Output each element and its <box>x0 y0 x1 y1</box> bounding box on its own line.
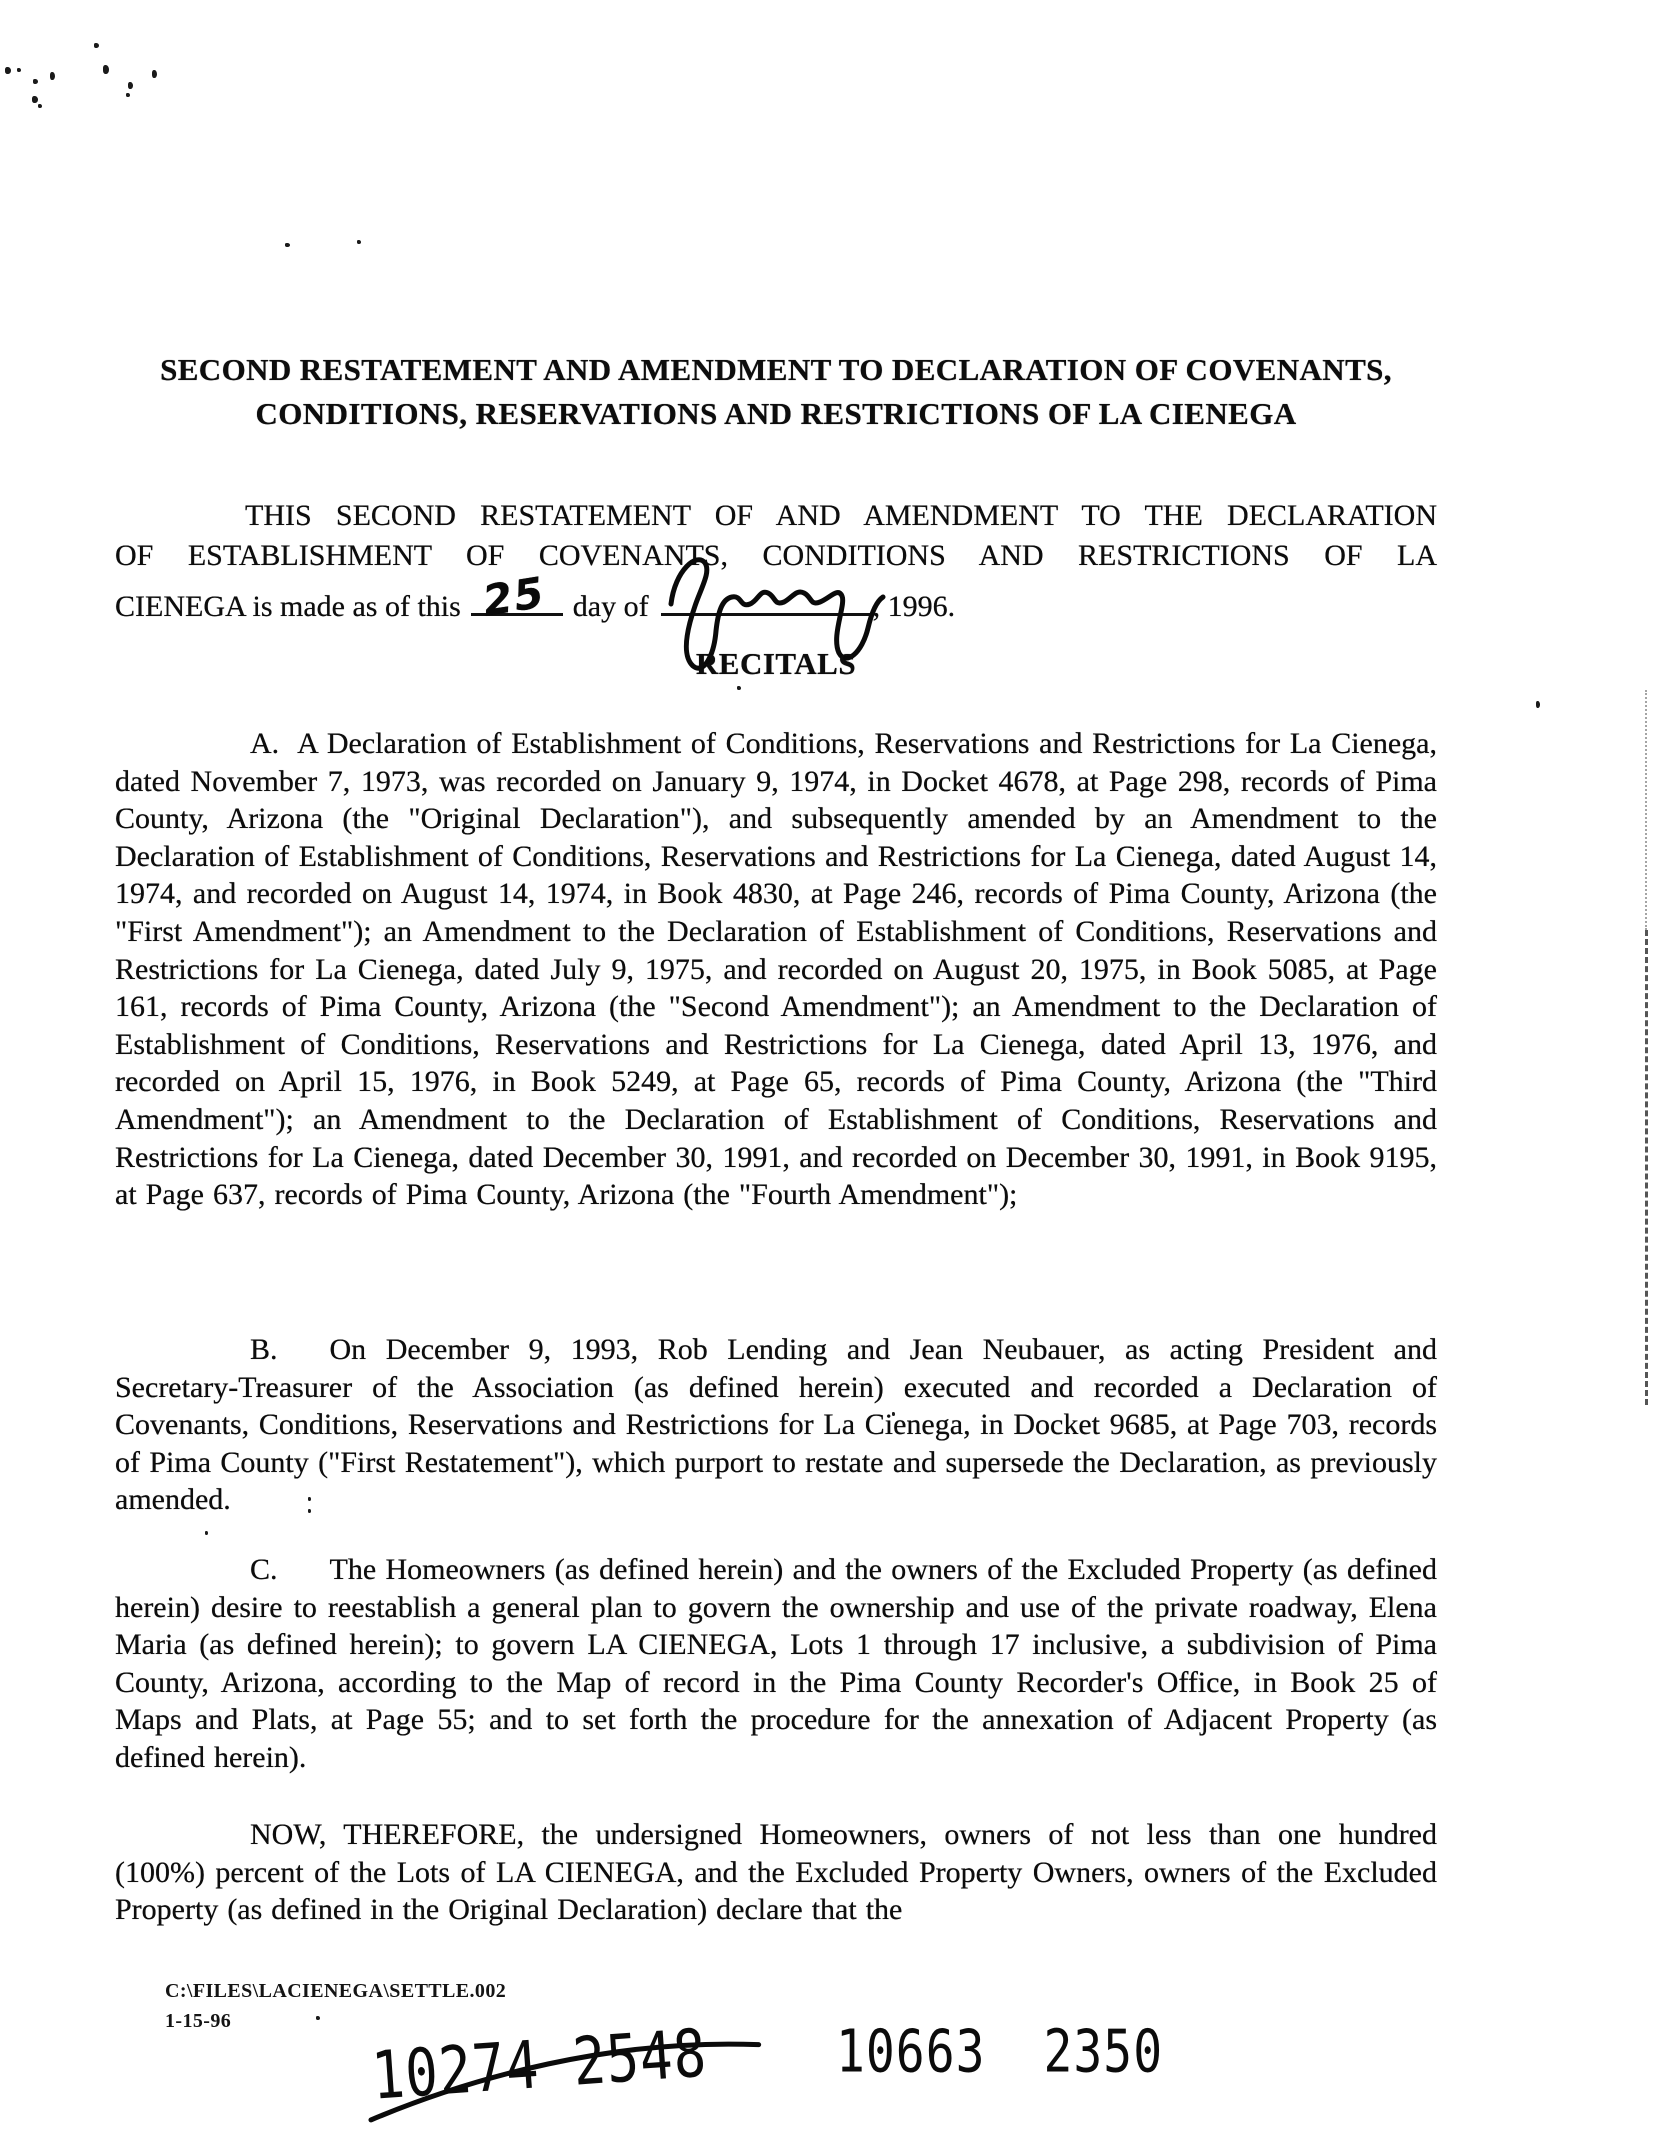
handwritten-month-blank <box>661 576 873 616</box>
crossed-stamp-page-number: 2548 <box>570 2014 710 2101</box>
stamp-docket-number: 10663 <box>836 2017 986 2086</box>
scan-speck <box>103 65 109 74</box>
scan-speck <box>205 1531 208 1535</box>
intro-line3 <box>115 567 1437 627</box>
intro-line1: THIS SECOND RESTATEMENT OF AND AMENDMENT TO THE DECLARATION <box>245 499 1437 532</box>
scan-speck <box>152 70 157 78</box>
scan-speck <box>17 68 21 72</box>
footer-block <box>165 1976 506 2036</box>
intro-line2: OF ESTABLISHMENT OF COVENANTS, CONDITIONS AND RESTRICTIONS OF LA <box>115 539 1437 572</box>
recital-paragraph-a <box>115 725 1437 1214</box>
now-therefore-paragraph <box>115 1816 1437 1929</box>
paragraph-label: C. <box>250 1553 278 1586</box>
document-title <box>115 348 1437 436</box>
recital-paragraph-c <box>115 1551 1437 1777</box>
paragraph-text: The Homeowners (as defined herein) and the owners of the Excluded Property (as defined herein) desire to reestablish a general plan to govern the ownership and use of the private roadway, Elena Maria (as defined herein); to govern LA CIENEGA, Lots 1 through 17 inclusive, a subdivision of Pima County, Arizona, according to the Map of record in the Pima County Recorder's Office, in Book 25 of Maps and Plats, at Page 55; and to set forth the procedure for the annexation of Adjacent Property (as defined herein). <box>115 1553 1437 1774</box>
paragraph-label: B. <box>250 1333 278 1366</box>
intro-line3-text: CIENEGA is made as of this <box>115 590 461 623</box>
crossed-out-docket-stamp <box>369 2014 710 2115</box>
scan-speck <box>737 686 741 690</box>
scan-speck <box>38 104 42 108</box>
footer-file-path: C:\FILES\LACIENEGA\SETTLE.002 <box>165 1980 507 2002</box>
document-title-line2: CONDITIONS, RESERVATIONS AND RESTRICTIONS OF LA CIENEGA <box>255 396 1297 431</box>
intro-line3-text: , 1996. <box>872 590 956 623</box>
paragraph-label: A. <box>250 727 280 760</box>
crossed-stamp-docket-number: 10274 <box>369 2026 542 2115</box>
scan-speck <box>94 43 99 48</box>
scan-speck <box>32 96 38 103</box>
paragraph-text: NOW, THEREFORE, the undersigned Homeowners, owners of not less than one hundred (100%) percent of the Lots of LA CIENEGA, and the Excluded Property Owners, owners of the Excluded Property (as defined in the Original Declaration) declare that the <box>115 1818 1437 1927</box>
scan-speck <box>5 67 11 74</box>
stamp-page-number: 2350 <box>1043 2017 1164 2086</box>
document-title-line1: SECOND RESTATEMENT AND AMENDMENT TO DECLARATION OF COVENANTS, <box>160 352 1392 387</box>
scan-speck <box>126 93 130 97</box>
intro-line3-text: day of <box>572 590 649 623</box>
scan-artifact-line <box>1645 690 1647 930</box>
handwritten-day: 25 <box>479 567 549 626</box>
scan-speck <box>50 72 55 80</box>
recitals-heading: RECITALS <box>695 646 857 681</box>
recital-paragraph-b <box>115 1331 1437 1519</box>
scan-artifact-line <box>1645 930 1648 1405</box>
scan-speck <box>128 82 133 89</box>
scan-speck <box>33 79 38 84</box>
paragraph-text: On December 9, 1993, Rob Lending and Jean Neubauer, as acting President and Secretary-Treasurer of the Association (as defined herein) executed and recorded a Declaration of Covenants, Conditions, Reservations and Restrictions for La Cienega, in Docket 9685, at Page 703, records of Pima County ("First Restatement"), which purport to restate and supersede the Declaration, as previously amended. <box>115 1333 1437 1517</box>
scan-speck <box>1536 701 1540 708</box>
intro-paragraph <box>115 496 1437 627</box>
scan-speck <box>357 240 361 244</box>
handwritten-day-blank <box>471 567 563 626</box>
scan-speck <box>285 243 290 247</box>
paragraph-text: A Declaration of Establishment of Conditions, Reservations and Restrictions for La Cienega, dated November 7, 1973, was recorded on January 9, 1974, in Docket 4678, at Page 298, records of Pima County, Arizona (the "Original Declaration"), and subsequently amended by an Amendment to the Declaration of Establishment of Conditions, Reservations and Restrictions for La Cienega, dated August 14, 1974, and recorded on August 14, 1974, in Book 4830, at Page 246, records of Pima County, Arizona (the "First Amendment"); an Amendment to the Declaration of Establishment of Conditions, Reservations and Restrictions for La Cienega, dated July 9, 1975, and recorded on August 20, 1975, in Book 5085, at Page 161, records of Pima County, Arizona (the "Second Amendment"); an Amendment to the Declaration of Establishment of Conditions, Reservations and Restrictions for La Cienega, dated April 13, 1976, and recorded on April 15, 1976, in Book 5249, at Page 65, records of Pima County, Arizona (the "Third Amendment"); an Amendment to the Declaration of Establishment of Conditions, Reservations and Restrictions for La Cienega, dated December 30, 1991, and recorded on December 30, 1991, in Book 9195, at Page 637, records of Pima County, Arizona (the "Fourth Amendment"); <box>115 727 1437 1212</box>
footer-date: 1-15-96 <box>165 2010 232 2032</box>
docket-page-stamp <box>836 2017 1164 2086</box>
